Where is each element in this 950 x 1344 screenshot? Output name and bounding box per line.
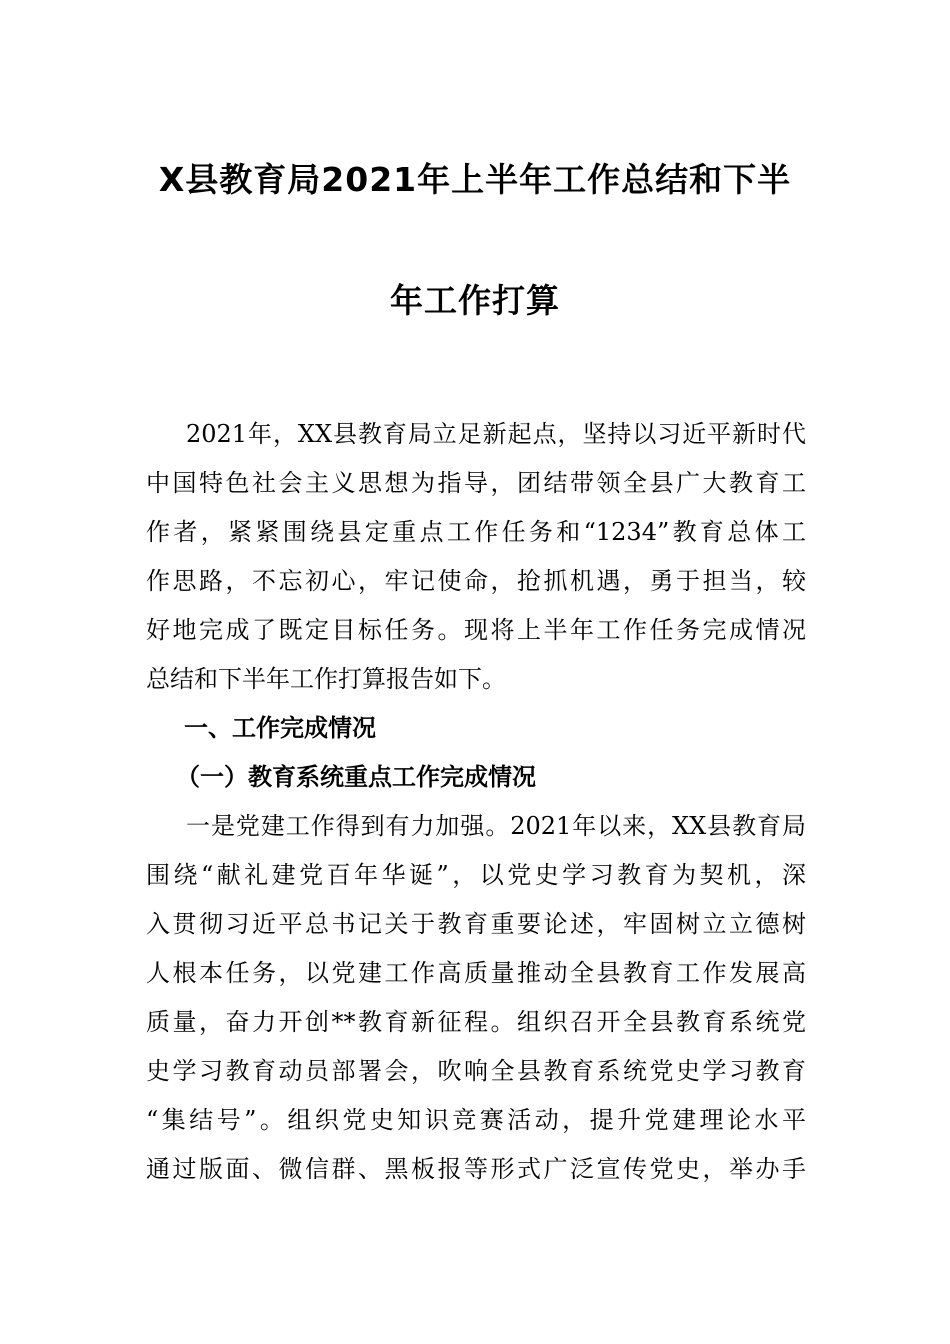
- paragraph-line: 史学习教育动员部署会，吹响全县教育系统党史学习教育: [146, 1057, 806, 1085]
- paragraph-line: 入贯彻习近平总书记关于教育重要论述，牢固树立立德树: [146, 910, 806, 938]
- intro-paragraph: [146, 410, 806, 704]
- section-heading: 一、工作完成情况: [184, 714, 376, 742]
- paragraph-line: 质量，奋力开创**教育新征程。组织召开全县教育系统党: [146, 1008, 806, 1036]
- document-title-line-2: 年工作打算: [390, 281, 560, 320]
- subsection-heading: （一）教育系统重点工作完成情况: [176, 763, 536, 791]
- paragraph-line: 围绕“献礼建党百年华诞”，以党史学习教育为契机，深: [146, 861, 806, 889]
- paragraph-line: 通过版面、微信群、黑板报等形式广泛宣传党史，举办手: [146, 1155, 806, 1183]
- paragraph-line: 作思路，不忘初心，牢记使命，抢抓机遇，勇于担当，较: [146, 567, 806, 595]
- paragraph-line: 中国特色社会主义思想为指导，团结带领全县广大教育工: [146, 469, 806, 497]
- document-title-line-1: X县教育局2021年上半年工作总结和下半: [158, 160, 792, 199]
- paragraph-line: 一是党建工作得到有力加强。2021年以来，XX县教育局: [186, 812, 806, 840]
- party-building-paragraph: [146, 802, 806, 1194]
- paragraph-line: 人根本任务，以党建工作高质量推动全县教育工作发展高: [146, 959, 806, 987]
- paragraph-line: 好地完成了既定目标任务。现将上半年工作任务完成情况: [146, 616, 806, 644]
- paragraph-line: “集结号”。组织党史知识竞赛活动，提升党建理论水平: [146, 1106, 806, 1134]
- document-body: [146, 410, 806, 1194]
- paragraph-line: 作者，紧紧围绕县定重点工作任务和“1234”教育总体工: [146, 518, 806, 546]
- paragraph-line: 2021年，XX县教育局立足新起点，坚持以习近平新时代: [186, 420, 806, 448]
- paragraph-line: 总结和下半年工作打算报告如下。: [146, 665, 506, 693]
